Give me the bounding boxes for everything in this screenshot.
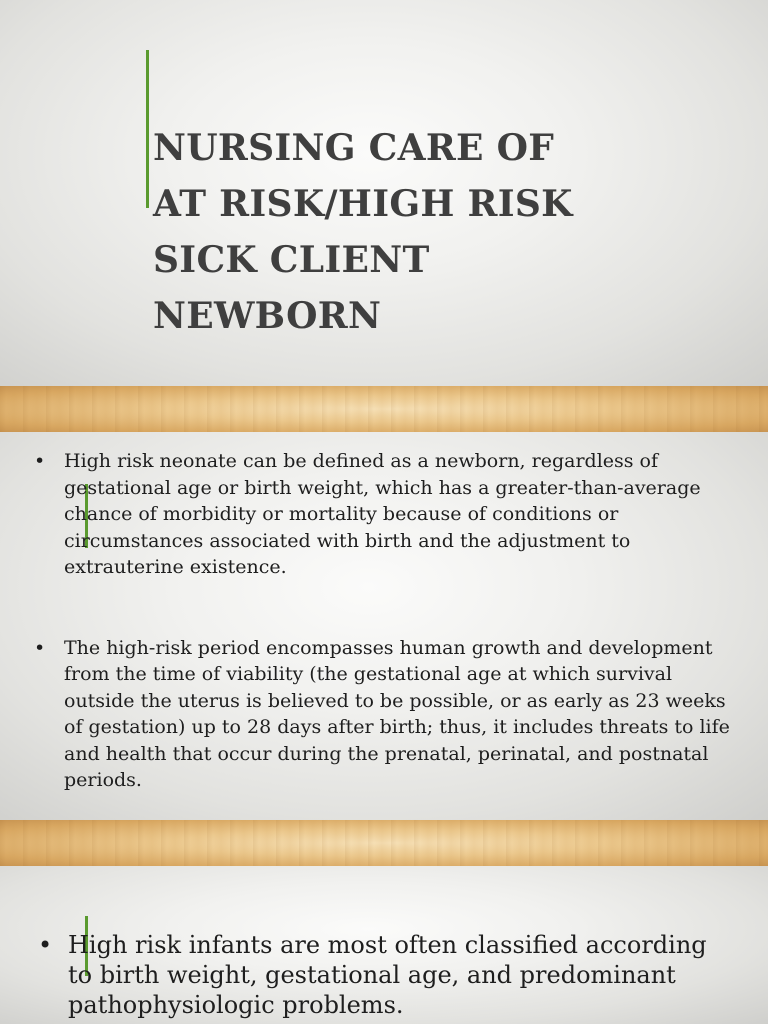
slide-title — [153, 120, 713, 344]
title-slide — [0, 0, 768, 386]
wood-divider — [0, 386, 768, 432]
title-line: NEWBORN — [153, 295, 382, 337]
bullet-list — [34, 448, 734, 794]
title-line: NURSING CARE OF — [153, 127, 555, 169]
bullet-marker: • — [34, 450, 46, 472]
bullet-text: The high-risk period encompasses human growth and development from the time of viability (the gestational age at which survival outside the uterus is believed to be possible, or as early as 23 weeks of gestation) up to 28 days after birth; thus, it includes threats to life and health that occur during the prenatal, perinatal, and postnatal periods. — [64, 636, 730, 791]
bullet-marker: • — [38, 931, 53, 959]
definition-slide — [0, 432, 768, 820]
bullet-list — [38, 930, 738, 1020]
title-line: SICK CLIENT — [153, 239, 430, 281]
wood-divider — [0, 820, 768, 866]
classification-slide — [0, 866, 768, 1024]
bullet-item — [38, 930, 738, 1020]
bullet-item — [34, 448, 734, 581]
bullet-text: High risk infants are most often classified according to birth weight, gestational age, and predominant pathophysiologic problems. — [68, 931, 707, 1019]
bullet-marker: • — [34, 636, 46, 659]
title-accent-bar — [146, 50, 149, 208]
bullet-text: High risk neonate can be defined as a newborn, regardless of gestational age or birth weight, which has a greater-than-average chance of morbidity or mortality because of conditions or circumstances associated with birth and the adjustment to extrauterine existence. — [64, 450, 701, 578]
bullet-item — [34, 635, 734, 794]
title-line: AT RISK/HIGH RISK — [153, 183, 573, 225]
